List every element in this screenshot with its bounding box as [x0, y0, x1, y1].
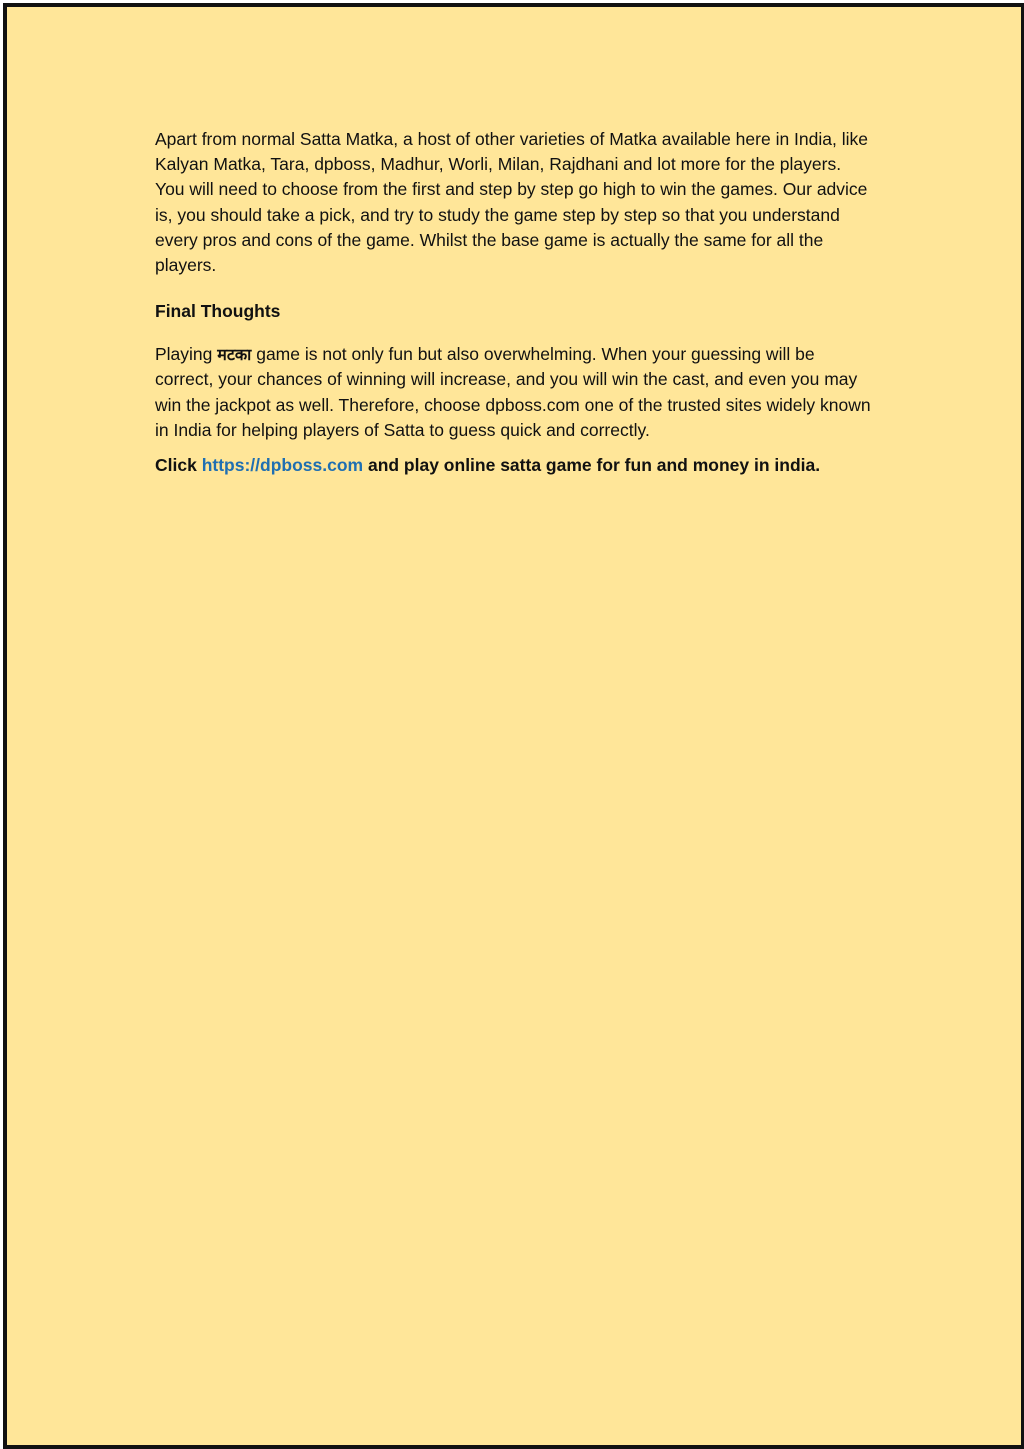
document-body [155, 127, 875, 478]
paragraph-text-after: game is not only fun but also overwhelming. When your guessing will be correct, your chances of winning will increase, and you will win the cast, and even you may win the jackpot as well. Therefore, choose dpboss.com one of the trusted sites widely known in India for helping players of Satta to guess quick and correctly. [155, 344, 871, 440]
cta-suffix: and play online satta game for fun and money in india. [363, 455, 821, 476]
dpboss-link[interactable]: https://dpboss.com [201, 455, 364, 476]
intro-paragraph: Apart from normal Satta Matka, a host of other varieties of Matka available here in India, like Kalyan Matka, Tara, dpboss, Madhur, Worli, Milan, Rajdhani and lot more for the players. You will need to choose from the first and step by step go high to win the games. Our advice is, you should take a pick, and try to study the game step by step so that you understand every pros and cons of the game. Whilst the base game is actually the same for all the players. [155, 129, 868, 276]
paragraph-text-before: Playing [155, 344, 218, 365]
final-thoughts-paragraph [155, 342, 875, 443]
cta-prefix: Click [155, 455, 202, 476]
hindi-word: मटका [217, 345, 252, 365]
call-to-action [155, 453, 875, 478]
page [3, 3, 1024, 1449]
section-heading: Final Thoughts [155, 301, 281, 322]
